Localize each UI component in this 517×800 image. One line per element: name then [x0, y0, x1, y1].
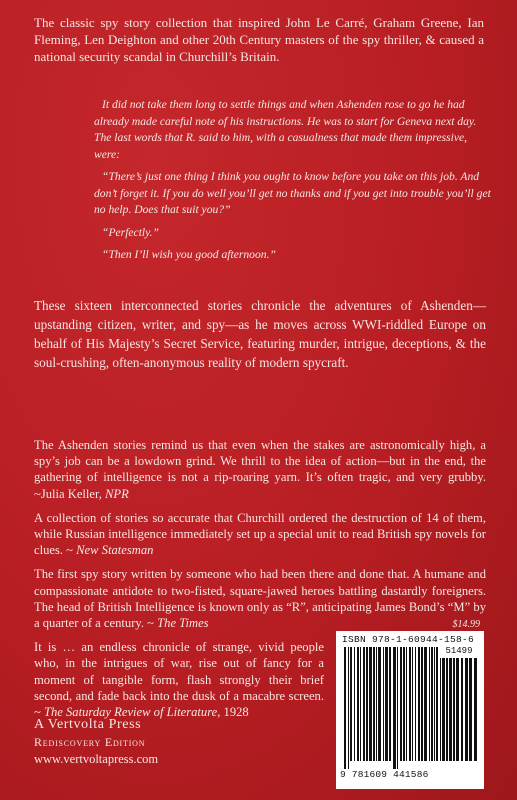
barcode-digits: 9 781609 441586	[340, 769, 429, 780]
barcode-bar	[403, 647, 405, 761]
barcode-bar	[421, 647, 423, 761]
barcode-bar	[431, 647, 433, 761]
barcode-bar	[456, 658, 459, 761]
barcode-bar	[436, 647, 438, 761]
barcode-bar	[440, 658, 441, 761]
barcode-bar	[415, 647, 416, 761]
review-text: A collection of stories so accurate that Churchill ordered the destruction of 14 of them, while Russian intelligence immediately set up a special unit to read British spy novels for clues. ~	[34, 510, 486, 558]
barcode-bar	[434, 647, 435, 761]
review-source: The Saturday Review of Literature	[43, 705, 218, 720]
review-tail: , 1928	[217, 705, 249, 720]
barcode-addon-digits: 51499	[445, 646, 473, 656]
barcode-bar	[400, 647, 402, 761]
barcode-bar	[465, 658, 468, 761]
barcode-bar	[453, 658, 455, 761]
barcode-bar	[348, 647, 349, 769]
isbn-barcode	[336, 631, 484, 789]
excerpt-paragraph: It did not take them long to settle things and when Ashenden rose to go he had already made careful note of his instructions. He was to start for Geneva next day. The last words that R. said to him, with a casualness that made them impressive, were:	[94, 98, 477, 161]
barcode-addon-bars	[440, 658, 478, 769]
barcode-bar	[350, 647, 352, 761]
barcode-bar	[373, 647, 375, 761]
barcode-bar	[412, 647, 413, 761]
review-quote	[34, 566, 486, 631]
review-text: It is … an endless chronicle of strange, vivid people who, in the intrigues of war, rise out of fancy for a moment of tangible form, flash strongly their brief second, and fade back into the dusk of a macabre screen. ~	[34, 640, 324, 720]
barcode-bar	[354, 647, 355, 761]
publisher-edition: Rediscovery Edition	[34, 735, 146, 749]
review-quote	[34, 437, 486, 502]
barcode-bar	[344, 647, 346, 769]
excerpt-paragraph: “Perfectly.”	[102, 225, 159, 239]
publisher-block	[34, 716, 314, 768]
book-summary: These sixteen interconnected stories chronicle the adventures of Ashenden—upstanding citizen, writer, and spy—as he moves across WWI-riddled Europe on behalf of His Majesty’s Secret Service, featuring murder, intrigue, deceptions, & the soul-crushing, often-anonymous reality of modern spycraft.	[34, 298, 486, 370]
barcode-bar	[409, 647, 411, 761]
barcode-bar	[446, 658, 448, 761]
barcode-bar	[376, 647, 377, 761]
barcode-bar	[357, 647, 359, 761]
barcode-bar	[424, 647, 427, 761]
barcode-bars	[344, 647, 438, 769]
barcode-bar	[461, 658, 463, 761]
barcode-bar	[442, 658, 445, 761]
barcode-bar	[383, 647, 384, 761]
excerpt-paragraph: “There’s just one thing I think you ought to know before you take on this job. And don’t forget it. If you do well you’ll get no thanks and if you get into trouble you’ll get no help. Does that suit you?”	[94, 170, 491, 216]
barcode-bar	[369, 647, 372, 761]
intro-blurb: The classic spy story collection that inspired John Le Carré, Graham Greene, Ian Fleming, Len Deighton and other 20th Century masters of the spy thriller, & caused a national security scandal in Churchill’s Britain.	[34, 15, 484, 64]
book-excerpt	[94, 97, 494, 270]
review-source: NPR	[105, 486, 129, 501]
barcode-bar	[418, 647, 420, 761]
barcode-bar	[393, 647, 396, 769]
review-text: The first spy story written by someone who had been there and done that. A humane and compassionate antidote to two-fisted, square-jawed heroes battling dastardly foreigners. The head of British Intelligence is known only as “R”, anticipating James Bond’s “M” by a quarter of a century. ~	[34, 567, 486, 631]
publisher-name: A Vertvolta Press	[34, 717, 142, 732]
review-text: The Ashenden stories remind us that even when the stakes are astronomically high, a spy’s job can be a lowdown grind. We thrill to the idea of action—but in the end, the gathering of intelligence is not a rip-roaring yarn. It’s often tragic, and very grubby. ~Julia Keller,	[34, 438, 486, 501]
price-label: $14.99	[452, 619, 480, 630]
review-source: The Times	[157, 616, 209, 631]
barcode-bar	[378, 647, 381, 761]
review-source: New Statesman	[76, 543, 154, 558]
barcode-bar	[397, 647, 398, 769]
review-quote	[34, 639, 324, 720]
isbn-label: ISBN 978-1-60944-158-6	[342, 634, 475, 645]
barcode-bar	[474, 658, 477, 761]
excerpt-paragraph: “Then I’ll wish you good afternoon.”	[102, 248, 276, 261]
barcode-bar	[429, 647, 430, 761]
barcode-bar	[449, 658, 452, 761]
barcode-bar	[363, 647, 365, 761]
barcode-bar	[469, 658, 472, 761]
publisher-url: www.vertvoltapress.com	[34, 752, 159, 766]
barcode-bar	[385, 647, 388, 761]
barcode-bar	[389, 647, 391, 761]
barcode-bar	[360, 647, 361, 761]
review-quote	[34, 510, 486, 559]
barcode-bar	[366, 647, 368, 761]
barcode-bar	[406, 647, 407, 761]
